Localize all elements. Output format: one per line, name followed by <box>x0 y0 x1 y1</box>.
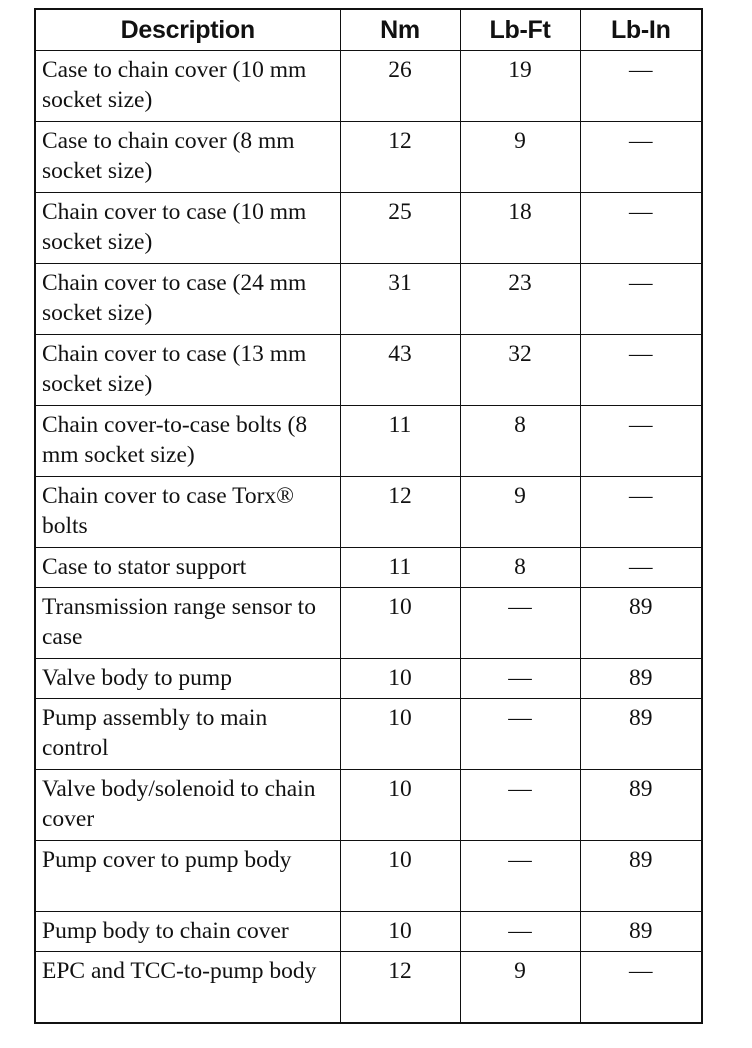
description-cell: Pump cover to pump body <box>35 841 340 912</box>
nm-cell: 10 <box>340 699 460 770</box>
description-cell: Pump assembly to main control <box>35 699 340 770</box>
description-cell: Chain cover to case (24 mm socket size) <box>35 264 340 335</box>
lb-ft-cell: — <box>460 588 580 659</box>
table-row <box>35 122 702 193</box>
lb-ft-cell: 8 <box>460 548 580 588</box>
nm-cell: 10 <box>340 770 460 841</box>
lb-in-cell: 89 <box>580 588 702 659</box>
description-cell: Chain cover-to-case bolts (8 mm socket size) <box>35 406 340 477</box>
lb-in-cell: 89 <box>580 841 702 912</box>
lb-ft-cell: — <box>460 912 580 952</box>
lb-in-cell: — <box>580 51 702 122</box>
lb-in-cell: — <box>580 406 702 477</box>
description-cell: Chain cover to case Torx® bolts <box>35 477 340 548</box>
lb-ft-cell: 23 <box>460 264 580 335</box>
description-cell: Valve body to pump <box>35 659 340 699</box>
column-header-lb-in: Lb-In <box>580 9 702 51</box>
table-row <box>35 841 702 912</box>
table-row <box>35 193 702 264</box>
lb-in-cell: — <box>580 122 702 193</box>
nm-cell: 10 <box>340 659 460 699</box>
description-cell: Case to chain cover (10 mm socket size) <box>35 51 340 122</box>
table-row <box>35 335 702 406</box>
torque-specifications-table <box>34 8 703 1024</box>
lb-in-cell: — <box>580 264 702 335</box>
table-row <box>35 548 702 588</box>
table-row <box>35 770 702 841</box>
description-cell: Pump body to chain cover <box>35 912 340 952</box>
nm-cell: 10 <box>340 912 460 952</box>
table-row <box>35 406 702 477</box>
lb-in-cell: 89 <box>580 699 702 770</box>
lb-ft-cell: — <box>460 699 580 770</box>
lb-ft-cell: 9 <box>460 122 580 193</box>
lb-in-cell: — <box>580 952 702 1024</box>
column-header-nm: Nm <box>340 9 460 51</box>
column-header-lb-ft: Lb-Ft <box>460 9 580 51</box>
description-cell: Case to stator support <box>35 548 340 588</box>
lb-in-cell: — <box>580 335 702 406</box>
description-cell: Valve body/solenoid to chain cover <box>35 770 340 841</box>
nm-cell: 11 <box>340 548 460 588</box>
lb-ft-cell: 9 <box>460 477 580 548</box>
description-cell: Case to chain cover (8 mm socket size) <box>35 122 340 193</box>
nm-cell: 11 <box>340 406 460 477</box>
nm-cell: 10 <box>340 588 460 659</box>
nm-cell: 26 <box>340 51 460 122</box>
lb-in-cell: — <box>580 477 702 548</box>
nm-cell: 12 <box>340 122 460 193</box>
lb-ft-cell: — <box>460 659 580 699</box>
lb-ft-cell: 32 <box>460 335 580 406</box>
column-header-description: Description <box>35 9 340 51</box>
table-row <box>35 912 702 952</box>
nm-cell: 25 <box>340 193 460 264</box>
lb-in-cell: 89 <box>580 912 702 952</box>
lb-in-cell: — <box>580 548 702 588</box>
nm-cell: 31 <box>340 264 460 335</box>
lb-ft-cell: 9 <box>460 952 580 1024</box>
description-cell: Transmission range sensor to case <box>35 588 340 659</box>
description-cell: Chain cover to case (10 mm socket size) <box>35 193 340 264</box>
table-row <box>35 51 702 122</box>
table-row <box>35 952 702 1024</box>
lb-ft-cell: 18 <box>460 193 580 264</box>
nm-cell: 10 <box>340 841 460 912</box>
table-row <box>35 588 702 659</box>
table-row <box>35 699 702 770</box>
lb-ft-cell: 8 <box>460 406 580 477</box>
lb-in-cell: — <box>580 193 702 264</box>
nm-cell: 43 <box>340 335 460 406</box>
lb-ft-cell: 19 <box>460 51 580 122</box>
lb-ft-cell: — <box>460 841 580 912</box>
lb-in-cell: 89 <box>580 770 702 841</box>
nm-cell: 12 <box>340 477 460 548</box>
table-row <box>35 659 702 699</box>
description-cell: EPC and TCC-to-pump body <box>35 952 340 1024</box>
nm-cell: 12 <box>340 952 460 1024</box>
lb-in-cell: 89 <box>580 659 702 699</box>
lb-ft-cell: — <box>460 770 580 841</box>
description-cell: Chain cover to case (13 mm socket size) <box>35 335 340 406</box>
table-row <box>35 264 702 335</box>
header-row <box>35 9 702 51</box>
table-row <box>35 477 702 548</box>
